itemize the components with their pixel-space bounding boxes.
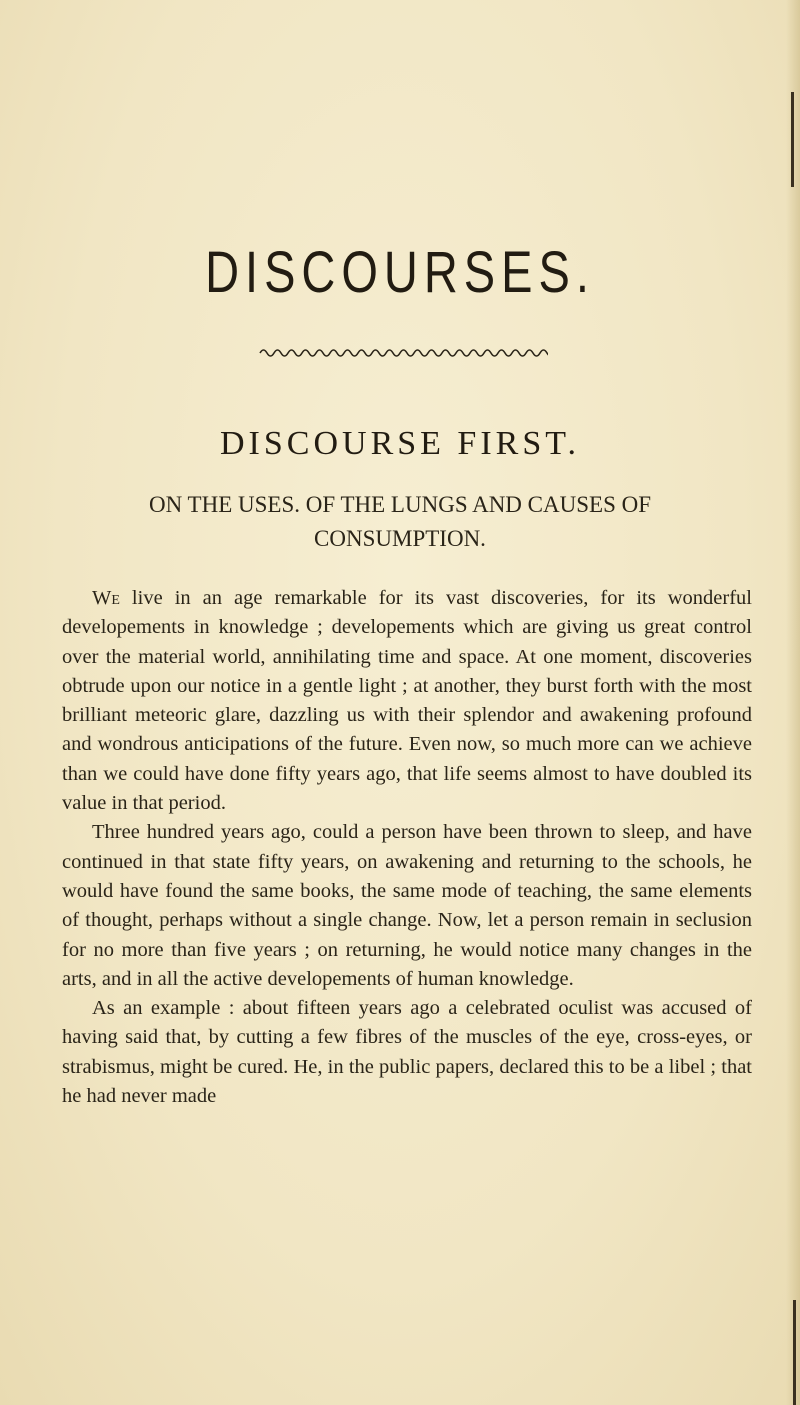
- wavy-rule-ornament: [258, 346, 548, 360]
- discourse-heading: DISCOURSE FIRST.: [220, 425, 580, 462]
- paragraph-1-text: live in an age remarkable for its vast discoveries, for its wonderful developements in knowledge ; developements which are giving us great control over the material world, annihilating time and space. At one moment, discoveries obtrude upon our notice in a gentle light ; at another, they burst forth with the most brilliant meteoric glare, dazzling us with their splendor and awakening profound and wondrous anticipations of the future. Even now, so much more can we achieve than we could have done fifty years ago, that life seems almost to have doubled its value in that period.: [62, 587, 752, 815]
- page-edge-shadow: [786, 0, 800, 1405]
- margin-mark-bottom: [793, 1300, 796, 1405]
- paragraph-1-lead: We: [92, 587, 120, 609]
- paragraph-3: As an example : about fifteen years ago a celebrated oculist was accused of having said that, by cutting a few fibres of the muscles of the eye, cross-eyes, or strabismus, might be cured. He, in the public papers, declared this to be a libel ; that he had never made: [62, 997, 752, 1108]
- paragraph-2: Three hundred years ago, could a person have been thrown to sleep, and have continued in that state fifty years, on awakening and returning to the schools, he would have found the same books, the same mode of teaching, the same elements of thought, perhaps without a single change. Now, let a person remain in seclusion for no more than five years ; on returning, he would notice many changes in the arts, and in all the active developements of human knowledge.: [62, 821, 752, 990]
- margin-mark-top: [791, 92, 794, 187]
- running-title: DISCOURSES.: [205, 238, 595, 305]
- subtitle-line-2: CONSUMPTION.: [314, 526, 486, 551]
- body-text: [62, 584, 752, 1111]
- subtitle-line-1: ON THE USES. OF THE LUNGS AND CAUSES OF: [148, 492, 652, 517]
- paragraph-1: [62, 584, 752, 818]
- discourse-subtitle: [0, 488, 800, 556]
